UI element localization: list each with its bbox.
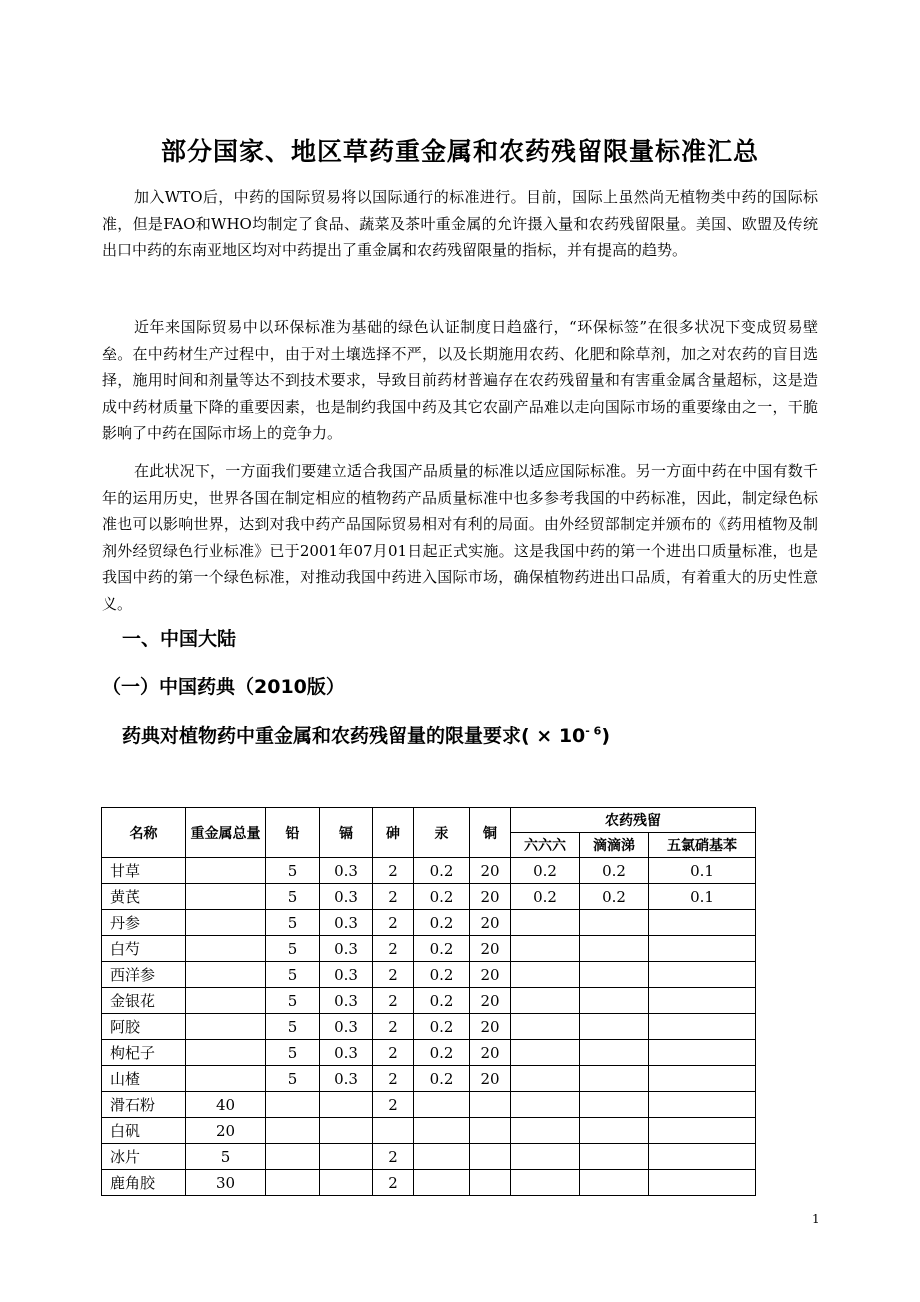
value-cell: 0.3 [320,1014,373,1040]
value-cell [470,1092,511,1118]
value-cell [511,1170,580,1196]
value-cell [320,1092,373,1118]
header-pesticide: 农药残留 [511,808,756,833]
subsection-heading: （一）中国药典（2010版） [102,676,345,698]
limits-table [101,807,756,1196]
value-cell [414,1144,470,1170]
paragraph-2: 近年来国际贸易中以环保标准为基础的绿色认证制度日趋盛行，“环保标签”在很多状况下变成贸易壁垒。在中药材生产过程中，由于对土壤选择不严，以及长期施用农药、化肥和除草剂，加之对农药的盲目选择，施用时间和剂量等达不到技术要求，导致目前药材普遍存在农药残留量和有害重金属含量超标，这是造成中药材质量下降的重要因素，也是制约我国中药及其它农副产品难以走向国际市场的重要缘由之一，干脆影响了中药在国际市场上的竞争力。 [102,318,818,442]
value-cell [649,936,756,962]
value-cell [580,1118,649,1144]
herb-name-cell: 甘草 [102,858,186,884]
table-row [102,936,756,962]
value-cell: 0.2 [414,962,470,988]
header-bhc: 六六六 [511,833,580,858]
table-title-text: 药典对植物药中重金属和农药残留量的限量要求( × 10 [122,725,586,747]
value-cell [580,1066,649,1092]
value-cell: 20 [186,1118,266,1144]
value-cell: 5 [266,1066,320,1092]
value-cell: 2 [373,1040,414,1066]
value-cell [580,1170,649,1196]
header-hg: 汞 [414,808,470,858]
value-cell [511,988,580,1014]
value-cell: 30 [186,1170,266,1196]
paragraph-3: 在此状况下，一方面我们要建立适合我国产品质量的标准以适应国际标准。另一方面中药在中国有数千年的运用历史，世界各国在制定相应的植物药产品质量标准中也多参考我国的中药标准，因此，制定绿色标准也可以影响世界，达到对我中药产品国际贸易相对有利的局面。由外经贸部制定并颁布的《药用植物及制剂外经贸绿色行业标准》已于2001年07月01日起正式实施。这是我国中药的第一个进出口质量标准，也是我国中药的第一个绿色标准，对推动我国中药进入国际市场，确保植物药进出口品质，有着重大的历史性意义。 [102,462,818,613]
value-cell: 20 [470,988,511,1014]
value-cell: 0.2 [414,936,470,962]
value-cell: 0.2 [414,1066,470,1092]
header-name: 名称 [102,808,186,858]
value-cell: 5 [266,988,320,1014]
table-title-exponent: - 6 [585,724,602,738]
value-cell [649,910,756,936]
value-cell [320,1144,373,1170]
header-cd: 镉 [320,808,373,858]
value-cell [186,988,266,1014]
value-cell [580,1144,649,1170]
herb-name-cell: 冰片 [102,1144,186,1170]
table-row [102,1170,756,1196]
value-cell: 0.2 [414,884,470,910]
table-row [102,884,756,910]
herb-name-cell: 枸杞子 [102,1040,186,1066]
value-cell: 20 [470,1040,511,1066]
value-cell: 2 [373,910,414,936]
value-cell: 0.3 [320,1040,373,1066]
value-cell: 20 [470,1014,511,1040]
value-cell: 0.2 [580,884,649,910]
value-cell: 0.3 [320,858,373,884]
value-cell [649,1144,756,1170]
table-row [102,1066,756,1092]
value-cell [470,1144,511,1170]
section-heading: 一、中国大陆 [122,628,237,650]
value-cell: 0.2 [511,884,580,910]
value-cell [186,1040,266,1066]
value-cell: 5 [266,858,320,884]
value-cell: 5 [266,1040,320,1066]
value-cell: 5 [266,962,320,988]
value-cell: 0.3 [320,962,373,988]
table-row [102,1040,756,1066]
value-cell [186,1066,266,1092]
value-cell [580,936,649,962]
value-cell [186,962,266,988]
value-cell: 5 [266,1014,320,1040]
value-cell [266,1118,320,1144]
value-cell: 2 [373,988,414,1014]
value-cell [580,988,649,1014]
table-row [102,1092,756,1118]
value-cell [580,910,649,936]
value-cell: 0.3 [320,1066,373,1092]
value-cell [266,1144,320,1170]
value-cell [186,1014,266,1040]
value-cell [470,1170,511,1196]
value-cell: 5 [266,910,320,936]
value-cell: 0.2 [414,910,470,936]
value-cell [649,1170,756,1196]
value-cell [511,1040,580,1066]
herb-name-cell: 白矾 [102,1118,186,1144]
value-cell: 2 [373,884,414,910]
header-cu: 铜 [470,808,511,858]
herb-name-cell: 丹参 [102,910,186,936]
value-cell [649,1092,756,1118]
value-cell [266,1170,320,1196]
value-cell: 2 [373,1066,414,1092]
value-cell [186,910,266,936]
value-cell [373,1118,414,1144]
table-row [102,962,756,988]
value-cell: 20 [470,936,511,962]
value-cell: 20 [470,962,511,988]
header-total: 重金属总量 [186,808,266,858]
value-cell: 20 [470,910,511,936]
table-row [102,988,756,1014]
header-ddt: 滴滴涕 [580,833,649,858]
value-cell [649,1118,756,1144]
value-cell [266,1092,320,1118]
value-cell [414,1092,470,1118]
value-cell: 2 [373,1092,414,1118]
value-cell: 0.3 [320,910,373,936]
value-cell [511,1092,580,1118]
value-cell [414,1118,470,1144]
table-row [102,1014,756,1040]
value-cell: 2 [373,962,414,988]
table-title [122,721,610,748]
herb-name-cell: 滑石粉 [102,1092,186,1118]
table-row [102,1118,756,1144]
header-as: 砷 [373,808,414,858]
value-cell: 2 [373,1144,414,1170]
value-cell [511,1118,580,1144]
value-cell: 0.1 [649,884,756,910]
herb-name-cell: 黄芪 [102,884,186,910]
value-cell: 5 [266,936,320,962]
value-cell [580,962,649,988]
value-cell [580,1014,649,1040]
value-cell [186,936,266,962]
value-cell: 0.2 [414,1040,470,1066]
value-cell [649,962,756,988]
value-cell [511,936,580,962]
value-cell: 0.2 [414,858,470,884]
value-cell: 0.1 [649,858,756,884]
herb-name-cell: 鹿角胶 [102,1170,186,1196]
herb-name-cell: 白芍 [102,936,186,962]
value-cell [414,1170,470,1196]
value-cell: 40 [186,1092,266,1118]
value-cell: 2 [373,1014,414,1040]
herb-name-cell: 山楂 [102,1066,186,1092]
table-row [102,910,756,936]
value-cell [511,1014,580,1040]
header-pb: 铅 [266,808,320,858]
herb-name-cell: 金银花 [102,988,186,1014]
document-title: 部分国家、地区草药重金属和农药残留限量标准汇总 [160,137,759,166]
value-cell: 0.2 [511,858,580,884]
value-cell: 20 [470,884,511,910]
paragraph-1: 加入WTO后，中药的国际贸易将以国际通行的标准进行。目前，国际上虽然尚无植物类中药的国际标准，但是FAO和WHO均制定了食品、蔬菜及茶叶重金属的允许摄入量和农药残留限量。美国、欧盟及传统出口中药的东南亚地区均对中药提出了重金属和农药残留限量的指标，并有提高的趋势。 [102,188,818,259]
value-cell: 5 [186,1144,266,1170]
value-cell: 2 [373,1170,414,1196]
value-cell [186,858,266,884]
value-cell [470,1118,511,1144]
value-cell [649,1014,756,1040]
value-cell [186,884,266,910]
value-cell [320,1118,373,1144]
herb-name-cell: 西洋参 [102,962,186,988]
value-cell: 0.3 [320,884,373,910]
value-cell [580,1092,649,1118]
value-cell: 0.2 [580,858,649,884]
table-row [102,858,756,884]
value-cell: 2 [373,936,414,962]
value-cell: 0.2 [414,1014,470,1040]
value-cell: 0.2 [414,988,470,1014]
header-pcnb: 五氯硝基苯 [649,833,756,858]
table-row [102,1144,756,1170]
value-cell [580,1040,649,1066]
value-cell [320,1170,373,1196]
value-cell [511,1066,580,1092]
value-cell: 20 [470,1066,511,1092]
value-cell: 0.3 [320,936,373,962]
value-cell [511,910,580,936]
value-cell [649,1066,756,1092]
table-title-close: ) [601,725,611,747]
value-cell [511,962,580,988]
value-cell [511,1144,580,1170]
value-cell [649,1040,756,1066]
value-cell: 5 [266,884,320,910]
page-number: 1 [812,1212,820,1226]
value-cell: 20 [470,858,511,884]
herb-name-cell: 阿胶 [102,1014,186,1040]
value-cell: 2 [373,858,414,884]
value-cell [649,988,756,1014]
value-cell: 0.3 [320,988,373,1014]
